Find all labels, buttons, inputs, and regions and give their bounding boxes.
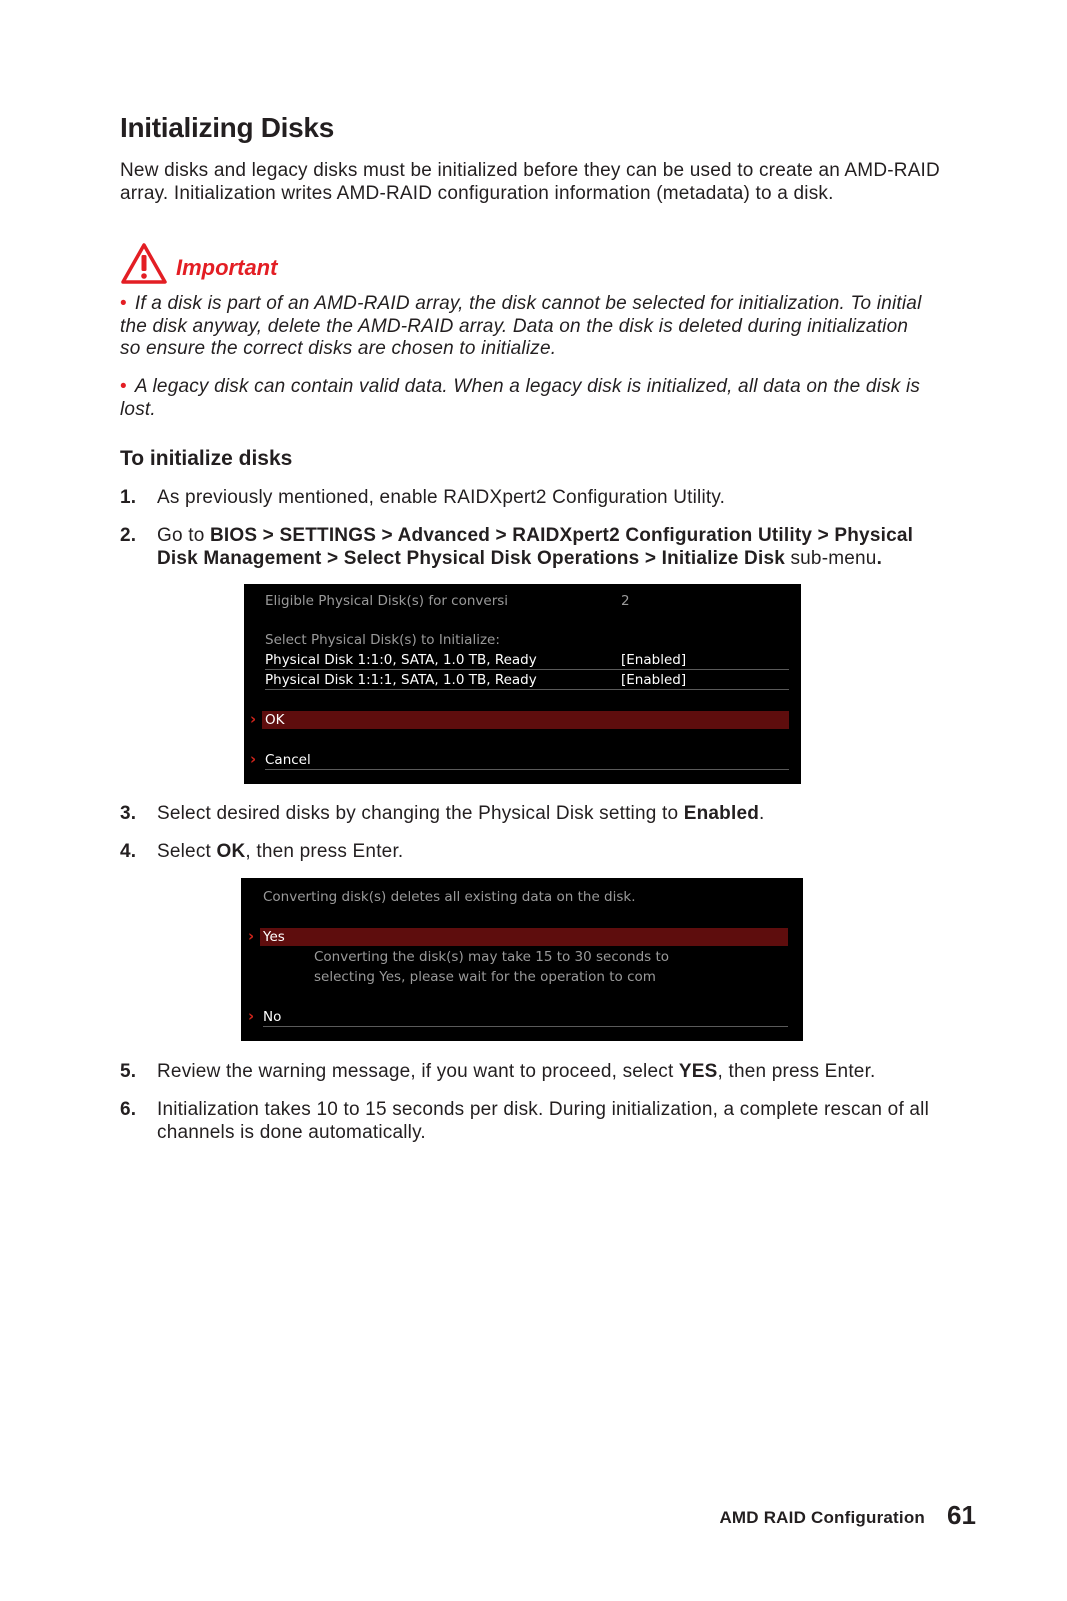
chevron-right-icon: › [250, 710, 257, 728]
step-text-post: , then press Enter. [245, 841, 404, 862]
bullet: • [120, 293, 127, 314]
physical-disk-0[interactable]: Physical Disk 1:1:0, SATA, 1.0 TB, Ready [265, 652, 537, 668]
divider [265, 669, 789, 670]
step-number: 3. [120, 803, 137, 824]
step-2 [120, 525, 940, 570]
step-3 [120, 803, 940, 826]
step-number: 6. [120, 1099, 137, 1120]
ok-highlight [262, 711, 789, 729]
help-text-line-1: Converting the disk(s) may take 15 to 30 seconds to [314, 949, 670, 965]
warning-icon [120, 242, 168, 286]
step-text [157, 803, 940, 826]
step-number: 5. [120, 1061, 137, 1082]
page-number: 61 [947, 1500, 976, 1530]
step-5 [120, 1061, 940, 1084]
divider [263, 1026, 788, 1027]
note-text: If a disk is part of an AMD-RAID array, the disk cannot be selected for initialization. To initial the disk anyway, delete the AMD-RAID array. Data on the disk is deleted during initialization so ensure the correct disks are chosen to initialize. [120, 293, 922, 359]
important-label: Important [176, 255, 278, 280]
bios-screenshot-initialize [244, 584, 801, 784]
step-text-pre: Select [157, 841, 217, 862]
footer-section-title: AMD RAID Configuration [719, 1508, 925, 1527]
step-text [157, 1061, 940, 1084]
help-text-line-2: selecting Yes, please wait for the operation to com [314, 969, 656, 985]
physical-disk-0-setting[interactable]: [Enabled] [621, 652, 687, 668]
step-text-bold: OK [216, 841, 246, 862]
step-text-post: , then press Enter. [717, 1061, 876, 1082]
divider [265, 689, 789, 690]
step-4 [120, 841, 940, 864]
cancel-button[interactable]: Cancel [265, 752, 311, 768]
physical-disk-1[interactable]: Physical Disk 1:1:1, SATA, 1.0 TB, Ready [265, 672, 537, 688]
eligible-value: 2 [621, 593, 630, 609]
divider [265, 769, 789, 770]
procedure-heading: To initialize disks [120, 447, 293, 470]
step-text-pre: Select desired disks by changing the Physical Disk setting to [157, 803, 684, 824]
step-text-post: sub-menu [784, 547, 877, 569]
step-text: Initialization takes 10 to 15 seconds per disk. During initialization, a complete rescan of all channels is done automatically. [157, 1099, 930, 1143]
step-number: 2. [120, 525, 137, 546]
bios-screenshot-confirm [241, 878, 803, 1041]
step-text-bold: Enabled [683, 803, 760, 824]
physical-disk-1-setting[interactable]: [Enabled] [621, 672, 687, 688]
yes-button[interactable]: Yes [263, 929, 285, 945]
page-title: Initializing Disks [120, 112, 334, 143]
warning-text: Converting disk(s) deletes all existing data on the disk. [263, 889, 636, 905]
important-note-2 [120, 376, 930, 421]
yes-highlight [260, 928, 788, 946]
step-text-pre: Review the warning message, if you want to proceed, select [157, 1061, 679, 1082]
step-text-end: . [876, 547, 883, 569]
step-number: 1. [120, 487, 137, 508]
step-text [157, 525, 940, 570]
important-header [120, 242, 277, 286]
eligible-label: Eligible Physical Disk(s) for conversi [265, 593, 509, 609]
step-text-post: . [759, 803, 765, 824]
chevron-right-icon: › [248, 1007, 255, 1025]
no-button[interactable]: No [263, 1009, 282, 1025]
step-text [157, 841, 940, 864]
select-disks-label: Select Physical Disk(s) to Initialize: [265, 632, 500, 648]
step-number: 4. [120, 841, 137, 862]
step-text: As previously mentioned, enable RAIDXpert2 Configuration Utility. [157, 487, 726, 508]
important-note-1 [120, 293, 930, 361]
chevron-right-icon: › [250, 750, 257, 768]
menu-path: BIOS > SETTINGS > Advanced > RAIDXpert2 Configuration Utility > Physical Disk Management > Select Physical Disk Operations > Initialize Disk [157, 525, 914, 569]
intro-paragraph: New disks and legacy disks must be initialized before they can be used to create an AMD-RAID array. Initialization writes AMD-RAID configuration information (metadata) to a disk. [120, 160, 940, 204]
bullet: • [120, 376, 127, 397]
ok-button[interactable]: OK [265, 712, 285, 728]
note-text: A legacy disk can contain valid data. When a legacy disk is initialized, all data on the disk is lost. [120, 376, 921, 420]
step-6 [120, 1099, 940, 1144]
step-text-pre: Go to [157, 525, 210, 546]
chevron-right-icon: › [248, 927, 255, 945]
step-1 [120, 487, 940, 510]
step-text-bold: YES [678, 1061, 718, 1082]
